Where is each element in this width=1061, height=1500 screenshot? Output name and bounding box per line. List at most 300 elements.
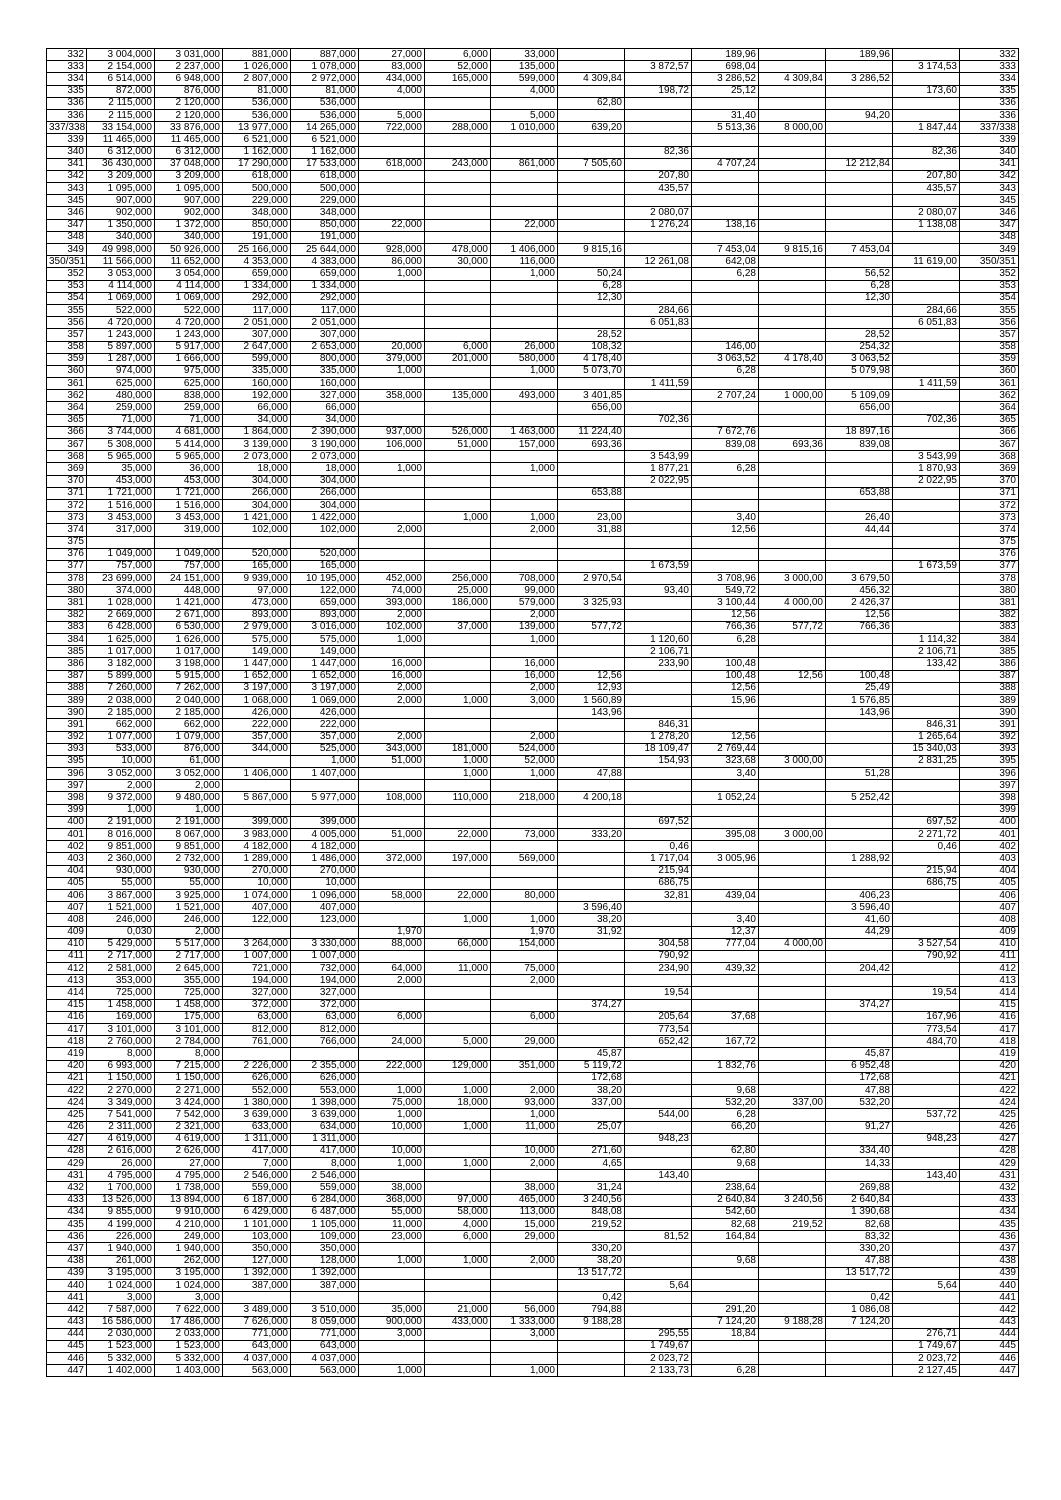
value-cell: 1 673,59 [893, 560, 960, 572]
value-cell: 4 199,000 [87, 1219, 155, 1231]
value-cell [893, 536, 960, 548]
value-cell: 1 398,000 [291, 1097, 359, 1109]
value-cell: 75,000 [359, 1097, 425, 1109]
value-cell: 205,64 [625, 1011, 692, 1023]
value-cell: 5 332,000 [87, 1353, 155, 1365]
value-cell: 1 390,68 [826, 1206, 893, 1218]
row-id-cell: 419 [47, 1048, 87, 1060]
value-cell [826, 841, 893, 853]
value-cell: 269,88 [826, 1182, 893, 1194]
value-cell [692, 1133, 759, 1145]
row-id-cell-right: 437 [960, 1243, 1019, 1255]
value-cell: 4,000 [491, 85, 558, 97]
row-id-cell-right: 438 [960, 1255, 1019, 1267]
value-cell: 108,000 [359, 792, 425, 804]
value-cell: 452,000 [359, 573, 425, 585]
value-cell: 3 209,000 [87, 170, 155, 182]
value-cell: 192,000 [223, 390, 291, 402]
value-cell: 55,000 [87, 877, 155, 889]
value-cell: 771,000 [223, 1328, 291, 1340]
table-row [47, 1011, 1019, 1023]
value-cell [759, 1231, 826, 1243]
value-cell [826, 987, 893, 999]
row-id-cell-right: 447 [960, 1365, 1019, 1377]
value-cell: 618,000 [359, 158, 425, 170]
value-cell [625, 707, 692, 719]
value-cell [625, 1243, 692, 1255]
value-cell: 31,24 [558, 1182, 625, 1194]
value-cell [692, 329, 759, 341]
value-cell: 37,68 [692, 1011, 759, 1023]
value-cell: 1 411,59 [893, 378, 960, 390]
value-cell [826, 975, 893, 987]
row-id-cell: 402 [47, 841, 87, 853]
value-cell: 2 640,84 [692, 1194, 759, 1206]
value-cell [692, 195, 759, 207]
value-cell [893, 524, 960, 536]
value-cell: 14,33 [826, 1158, 893, 1170]
value-cell [692, 280, 759, 292]
value-cell: 1 738,000 [155, 1182, 223, 1194]
value-cell: 55,000 [359, 1206, 425, 1218]
row-id-cell-right: 372 [960, 499, 1019, 511]
value-cell: 82,68 [826, 1219, 893, 1231]
value-cell [359, 183, 425, 195]
value-cell [625, 1219, 692, 1231]
value-cell: 1 350,000 [87, 219, 155, 231]
value-cell: 618,000 [291, 170, 359, 182]
row-id-cell: 431 [47, 1170, 87, 1182]
value-cell: 1,000 [359, 1109, 425, 1121]
value-cell [692, 536, 759, 548]
value-cell: 12,56 [692, 731, 759, 743]
value-cell [759, 865, 826, 877]
value-cell: 2 581,000 [87, 963, 155, 975]
value-cell: 5,000 [425, 1036, 491, 1048]
value-cell [425, 1133, 491, 1145]
value-cell: 9 188,28 [759, 1316, 826, 1328]
value-cell [893, 1060, 960, 1072]
value-cell: 575,000 [291, 634, 359, 646]
value-cell: 340,000 [87, 231, 155, 243]
value-cell [759, 707, 826, 719]
value-cell [558, 256, 625, 268]
row-id-cell-right: 332 [960, 49, 1019, 61]
value-cell: 9 188,28 [558, 1316, 625, 1328]
value-cell [759, 1170, 826, 1182]
table-row [47, 1231, 1019, 1243]
row-id-cell-right: 391 [960, 719, 1019, 731]
value-cell [625, 353, 692, 365]
value-cell: 1 380,000 [223, 1097, 291, 1109]
value-cell [491, 292, 558, 304]
value-cell [625, 1206, 692, 1218]
row-id-cell-right: 341 [960, 158, 1019, 170]
table-row [47, 658, 1019, 670]
value-cell: 1 079,000 [155, 731, 223, 743]
value-cell: 2 717,000 [87, 950, 155, 962]
value-cell: 2 191,000 [155, 816, 223, 828]
value-cell [359, 804, 425, 816]
value-cell: 662,000 [87, 719, 155, 731]
value-cell: 4,000 [359, 85, 425, 97]
value-cell: 1 407,000 [291, 768, 359, 780]
value-cell: 493,000 [491, 390, 558, 402]
table-row [47, 999, 1019, 1011]
value-cell [425, 865, 491, 877]
value-cell [893, 963, 960, 975]
value-cell: 3 240,56 [759, 1194, 826, 1206]
value-cell [893, 1084, 960, 1096]
value-cell: 6 428,000 [87, 621, 155, 633]
row-id-cell: 389 [47, 694, 87, 706]
value-cell [893, 707, 960, 719]
value-cell [425, 1170, 491, 1182]
row-id-cell-right: 380 [960, 585, 1019, 597]
value-cell [759, 609, 826, 621]
value-cell [759, 658, 826, 670]
value-cell [893, 353, 960, 365]
value-cell [759, 926, 826, 938]
table-row [47, 1060, 1019, 1072]
row-id-cell-right: 403 [960, 853, 1019, 865]
value-cell: 6 993,000 [87, 1060, 155, 1072]
row-id-cell-right: 345 [960, 195, 1019, 207]
value-cell: 393,000 [359, 597, 425, 609]
value-cell: 4,65 [558, 1158, 625, 1170]
row-id-cell-right: 443 [960, 1316, 1019, 1328]
value-cell: 6,000 [491, 1011, 558, 1023]
value-cell [558, 804, 625, 816]
row-id-cell-right: 393 [960, 743, 1019, 755]
value-cell: 2 073,000 [223, 451, 291, 463]
table-row [47, 865, 1019, 877]
row-id-cell: 361 [47, 378, 87, 390]
value-cell: 1,000 [359, 634, 425, 646]
table-row [47, 1340, 1019, 1352]
value-cell: 3 543,99 [625, 451, 692, 463]
value-cell [558, 841, 625, 853]
value-cell: 62,80 [692, 1145, 759, 1157]
value-cell: 2,000 [87, 780, 155, 792]
row-id-cell-right: 417 [960, 1024, 1019, 1036]
table-row [47, 317, 1019, 329]
value-cell: 3 983,000 [223, 829, 291, 841]
value-cell: 4 037,000 [291, 1353, 359, 1365]
value-cell: 1 311,000 [291, 1133, 359, 1145]
value-cell: 9 910,000 [155, 1206, 223, 1218]
table-row [47, 682, 1019, 694]
value-cell: 2 616,000 [87, 1145, 155, 1157]
value-cell: 2,000 [491, 1158, 558, 1170]
value-cell: 26,40 [826, 512, 893, 524]
value-cell: 2 669,000 [87, 609, 155, 621]
value-cell [491, 719, 558, 731]
row-id-cell: 349 [47, 244, 87, 256]
value-cell: 234,90 [625, 963, 692, 975]
table-row [47, 85, 1019, 97]
value-cell: 33 876,000 [155, 122, 223, 134]
value-cell [491, 1048, 558, 1060]
value-cell [893, 902, 960, 914]
value-cell [425, 170, 491, 182]
row-id-cell-right: 439 [960, 1267, 1019, 1279]
value-cell: 31,40 [692, 109, 759, 121]
value-cell [491, 487, 558, 499]
table-row [47, 304, 1019, 316]
value-cell: 1,000 [491, 914, 558, 926]
value-cell: 6 284,000 [291, 1194, 359, 1206]
row-id-cell-right: 405 [960, 877, 1019, 889]
table-row [47, 499, 1019, 511]
row-id-cell: 345 [47, 195, 87, 207]
value-cell [759, 512, 826, 524]
value-cell: 453,000 [155, 475, 223, 487]
value-cell [491, 304, 558, 316]
value-cell: 31,92 [558, 926, 625, 938]
value-cell [558, 816, 625, 828]
value-cell: 6 429,000 [223, 1206, 291, 1218]
value-cell [826, 1133, 893, 1145]
value-cell [625, 914, 692, 926]
table-row [47, 889, 1019, 901]
value-cell: 7 587,000 [87, 1304, 155, 1316]
value-cell: 2 645,000 [155, 963, 223, 975]
value-cell [558, 219, 625, 231]
value-cell: 28,52 [826, 329, 893, 341]
value-cell: 1 877,21 [625, 463, 692, 475]
value-cell [625, 280, 692, 292]
value-cell: 533,000 [87, 743, 155, 755]
value-cell: 23 699,000 [87, 573, 155, 585]
value-cell [558, 109, 625, 121]
row-id-cell-right: 392 [960, 731, 1019, 743]
value-cell [359, 195, 425, 207]
value-cell: 948,23 [625, 1133, 692, 1145]
value-cell: 117,000 [223, 304, 291, 316]
value-cell: 1 403,000 [155, 1365, 223, 1377]
value-cell: 379,000 [359, 353, 425, 365]
value-cell [692, 816, 759, 828]
value-cell [893, 999, 960, 1011]
value-cell [425, 1109, 491, 1121]
value-cell [893, 1316, 960, 1328]
value-cell: 1 749,67 [625, 1340, 692, 1352]
value-cell [893, 804, 960, 816]
value-cell [223, 1292, 291, 1304]
table-row [47, 378, 1019, 390]
value-cell: 172,68 [826, 1072, 893, 1084]
value-cell [692, 999, 759, 1011]
table-row [47, 1036, 1019, 1048]
value-cell [759, 585, 826, 597]
value-cell [826, 304, 893, 316]
value-cell [558, 1279, 625, 1291]
value-cell [625, 670, 692, 682]
value-cell: 1 447,000 [291, 658, 359, 670]
row-id-cell: 424 [47, 1097, 87, 1109]
value-cell: 7 622,000 [155, 1304, 223, 1316]
value-cell: 204,42 [826, 963, 893, 975]
value-cell: 1 095,000 [155, 183, 223, 195]
value-cell: 164,84 [692, 1231, 759, 1243]
value-cell [759, 256, 826, 268]
value-cell [692, 170, 759, 182]
value-cell: 2 185,000 [155, 707, 223, 719]
table-row [47, 1170, 1019, 1182]
value-cell [558, 1231, 625, 1243]
value-cell [893, 134, 960, 146]
value-cell: 559,000 [291, 1182, 359, 1194]
value-cell [893, 231, 960, 243]
value-cell [359, 207, 425, 219]
value-cell [893, 694, 960, 706]
row-id-cell-right: 343 [960, 183, 1019, 195]
value-cell [826, 731, 893, 743]
value-cell: 246,000 [155, 914, 223, 926]
value-cell [759, 682, 826, 694]
value-cell [425, 1072, 491, 1084]
value-cell: 876,000 [155, 743, 223, 755]
row-id-cell: 429 [47, 1158, 87, 1170]
value-cell: 13 517,72 [558, 1267, 625, 1279]
row-id-cell-right: 364 [960, 402, 1019, 414]
value-cell [491, 1243, 558, 1255]
value-cell: 900,000 [359, 1316, 425, 1328]
value-cell: 327,000 [291, 390, 359, 402]
value-cell: 229,000 [291, 195, 359, 207]
value-cell [359, 950, 425, 962]
value-cell [558, 609, 625, 621]
value-cell: 2 831,25 [893, 755, 960, 767]
value-cell: 2 311,000 [87, 1121, 155, 1133]
value-cell: 2 237,000 [155, 61, 223, 73]
value-cell: 3 063,52 [826, 353, 893, 365]
value-cell [425, 731, 491, 743]
value-cell [359, 865, 425, 877]
value-cell: 642,08 [692, 256, 759, 268]
value-cell: 222,000 [223, 719, 291, 731]
table-row [47, 560, 1019, 572]
value-cell: 374,27 [558, 999, 625, 1011]
value-cell: 1,970 [491, 926, 558, 938]
value-cell: 129,000 [425, 1060, 491, 1072]
value-cell: 372,000 [359, 853, 425, 865]
value-cell [558, 134, 625, 146]
value-cell [359, 1267, 425, 1279]
table-row [47, 707, 1019, 719]
value-cell: 11 619,00 [893, 256, 960, 268]
value-cell: 194,000 [223, 975, 291, 987]
value-cell: 81,000 [291, 85, 359, 97]
table-row [47, 292, 1019, 304]
table-row [47, 573, 1019, 585]
value-cell: 36,000 [155, 463, 223, 475]
value-cell [692, 646, 759, 658]
value-cell: 625,000 [87, 378, 155, 390]
value-cell [759, 134, 826, 146]
value-cell: 4 707,24 [692, 158, 759, 170]
value-cell: 399,000 [223, 816, 291, 828]
row-id-cell-right: 419 [960, 1048, 1019, 1060]
row-id-cell-right: 421 [960, 1072, 1019, 1084]
value-cell: 2 426,37 [826, 597, 893, 609]
value-cell [359, 1133, 425, 1145]
value-cell: 6 530,000 [155, 621, 223, 633]
value-cell [558, 1340, 625, 1352]
value-cell [893, 853, 960, 865]
value-cell: 3 867,000 [87, 889, 155, 901]
row-id-cell: 422 [47, 1084, 87, 1096]
row-id-cell-right: 356 [960, 317, 1019, 329]
value-cell [425, 402, 491, 414]
value-cell [425, 378, 491, 390]
value-cell: 12,37 [692, 926, 759, 938]
value-cell [826, 499, 893, 511]
value-cell [692, 902, 759, 914]
row-id-cell: 346 [47, 207, 87, 219]
row-id-cell: 425 [47, 1109, 87, 1121]
value-cell [759, 304, 826, 316]
value-cell [491, 987, 558, 999]
value-cell: 626,000 [291, 1072, 359, 1084]
value-cell: 50 926,000 [155, 244, 223, 256]
value-cell: 226,000 [87, 1231, 155, 1243]
value-cell: 238,64 [692, 1182, 759, 1194]
value-cell: 2 023,72 [625, 1353, 692, 1365]
value-cell: 1 700,000 [87, 1182, 155, 1194]
value-cell [759, 1024, 826, 1036]
value-cell [558, 463, 625, 475]
row-id-cell-right: 434 [960, 1206, 1019, 1218]
value-cell: 3 510,000 [291, 1304, 359, 1316]
value-cell: 522,000 [155, 304, 223, 316]
value-cell: 542,60 [692, 1206, 759, 1218]
value-cell: 1,000 [425, 1255, 491, 1267]
value-cell: 3 182,000 [87, 658, 155, 670]
value-cell [558, 1133, 625, 1145]
value-cell: 108,32 [558, 341, 625, 353]
value-cell [692, 1279, 759, 1291]
value-cell: 100,48 [826, 670, 893, 682]
table-row [47, 195, 1019, 207]
value-cell: 22,000 [425, 829, 491, 841]
value-cell: 17 486,000 [155, 1316, 223, 1328]
value-cell: 62,80 [558, 97, 625, 109]
row-id-cell: 365 [47, 414, 87, 426]
value-cell: 102,000 [223, 524, 291, 536]
value-cell: 3 679,50 [826, 573, 893, 585]
value-cell [625, 804, 692, 816]
value-cell: 3 101,000 [155, 1024, 223, 1036]
value-cell: 149,000 [223, 646, 291, 658]
value-cell [425, 670, 491, 682]
value-cell: 113,000 [491, 1206, 558, 1218]
value-cell: 2 546,000 [291, 1170, 359, 1182]
row-id-cell-right: 342 [960, 170, 1019, 182]
value-cell: 439,32 [692, 963, 759, 975]
table-row [47, 402, 1019, 414]
value-cell: 1 406,000 [223, 768, 291, 780]
value-cell: 1 114,32 [893, 634, 960, 646]
value-cell: 38,000 [491, 1182, 558, 1194]
value-cell: 526,000 [425, 426, 491, 438]
row-id-cell-right: 346 [960, 207, 1019, 219]
value-cell [291, 926, 359, 938]
value-cell [625, 999, 692, 1011]
value-cell: 7,000 [223, 1158, 291, 1170]
value-cell: 1,000 [491, 768, 558, 780]
